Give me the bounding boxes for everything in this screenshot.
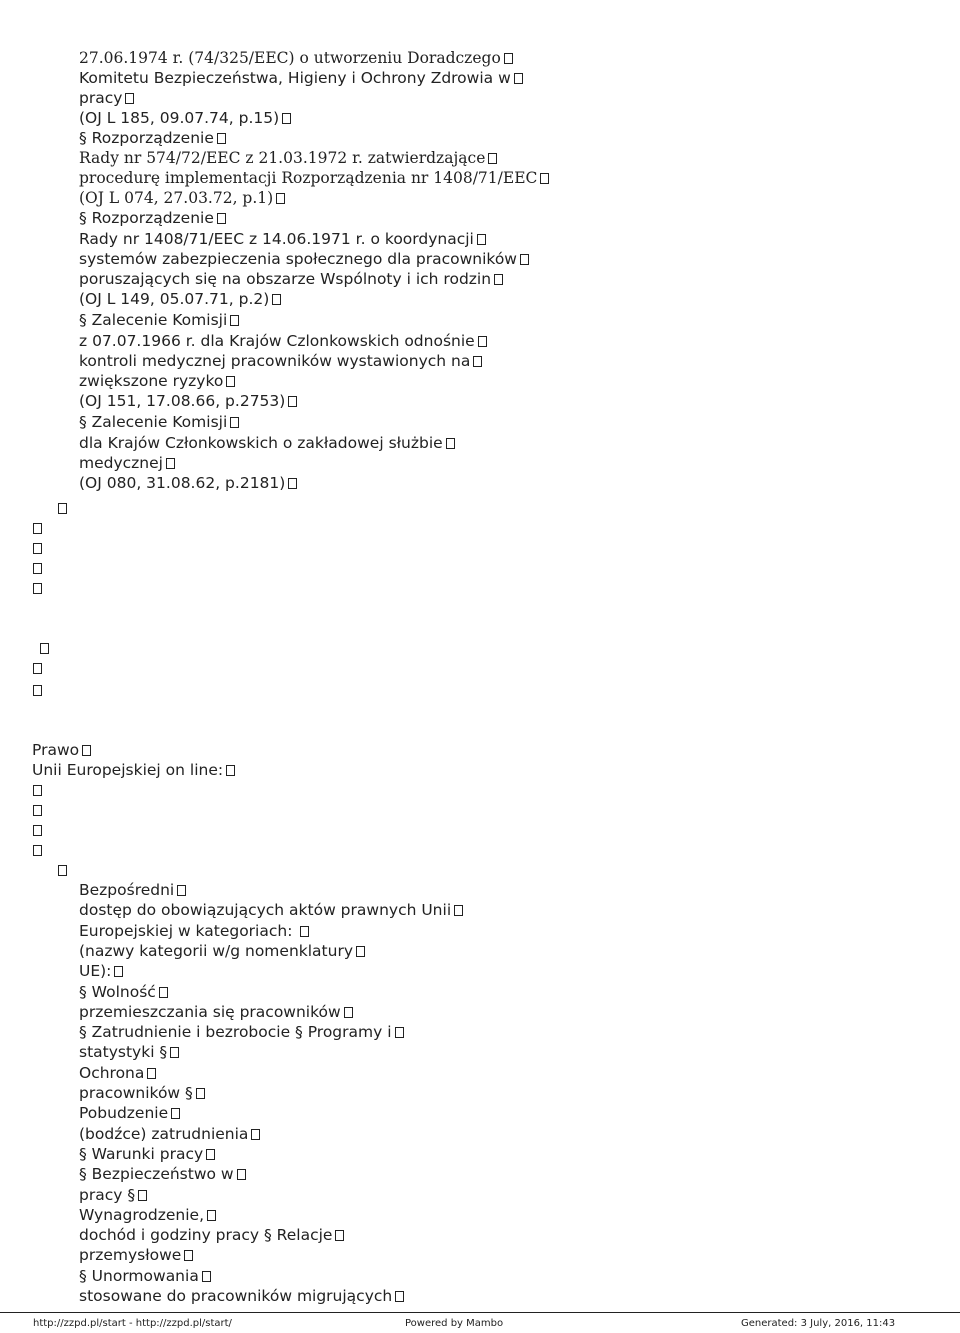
directive-line [79, 208, 226, 228]
missing-glyph-icon [488, 153, 497, 164]
directive-line-text: Rady nr 1408/71/EEC z 14.06.1971 r. o koordynacji [79, 230, 474, 248]
directive-line [79, 48, 513, 68]
missing-glyph-icon [288, 478, 297, 489]
directive-line-text: dla Krajów Członkowskich o zakładowej służbie [79, 434, 443, 452]
directive-line [79, 412, 239, 432]
missing-glyph-icon [473, 356, 482, 367]
missing-glyph-icon [33, 842, 42, 860]
directive-line [79, 351, 482, 371]
missing-glyph-icon [217, 213, 226, 224]
directive-line [79, 453, 175, 473]
directive-line-text: (OJ L 149, 05.07.71, p.2) [79, 290, 270, 308]
directive-line-text: (OJ L 185, 09.07.74, p.15) [79, 109, 280, 127]
missing-glyph-icon [33, 520, 42, 538]
missing-glyph-icon [166, 458, 175, 469]
directive-line [79, 68, 523, 88]
directive-line [79, 168, 549, 188]
category-line [79, 1245, 193, 1265]
footer-generated: Generated: 3 July, 2016, 11:43 [741, 1318, 896, 1329]
directive-line [79, 229, 486, 249]
directive-line-text: z 07.07.1966 r. dla Krajów Czlonkowskich odnośnie [79, 332, 475, 350]
missing-glyph-icon [114, 966, 123, 977]
categories-intro-line [79, 880, 186, 900]
missing-glyph-icon [514, 73, 523, 84]
category-line-text: (bodźce) zatrudnienia [79, 1124, 249, 1143]
category-line [79, 1266, 211, 1286]
page-footer [0, 1312, 960, 1333]
missing-glyph-icon [177, 885, 186, 896]
missing-glyph-icon [237, 1169, 246, 1180]
missing-glyph-icon [196, 1088, 205, 1099]
directive-line [79, 310, 239, 330]
directive-line-text: (OJ L 074, 27.03.72, p.1) [79, 189, 274, 207]
law-online-subtitle: Unii Europejskiej on line: [32, 760, 235, 780]
category-line-text: stosowane do pracowników migrujących [79, 1287, 393, 1305]
directive-line-text: (OJ 080, 31.08.62, p.2181) [79, 474, 286, 492]
category-line-text: Wynagrodzenie, [79, 1205, 205, 1224]
missing-glyph-icon [125, 93, 134, 104]
missing-glyph-icon [58, 500, 67, 518]
missing-glyph-icon [282, 113, 291, 124]
law-online-title: Prawo [32, 740, 91, 760]
category-line-text: § Warunki pracy [79, 1144, 204, 1163]
missing-glyph-icon [344, 1007, 353, 1018]
missing-glyph-icon [520, 254, 529, 265]
directive-line-text: Komitetu Bezpieczeństwa, Higieny i Ochrony Zdrowia w [79, 69, 511, 87]
category-line [79, 1225, 344, 1245]
category-line [79, 1103, 180, 1123]
directive-line [79, 433, 455, 453]
missing-glyph-icon [138, 1190, 147, 1201]
categories-intro-line [79, 900, 463, 920]
directive-line-text: (OJ 151, 17.08.66, p.2753) [79, 392, 286, 410]
directive-line-text: § Zalecenie Komisji [79, 413, 228, 431]
missing-glyph-icon [33, 822, 42, 840]
directive-line-text: zwiększone ryzyko [79, 372, 224, 390]
footer-powered-by: Powered by Mambo [405, 1318, 504, 1329]
missing-glyph-icon [230, 417, 239, 428]
missing-glyph-icon [478, 336, 487, 347]
category-line [79, 1042, 179, 1062]
category-line [79, 1286, 404, 1306]
missing-glyph-icon [335, 1230, 344, 1241]
missing-glyph-icon [540, 173, 549, 184]
missing-glyph-icon [356, 946, 365, 957]
category-line-text: przemieszczania się pracowników [79, 1002, 341, 1021]
directive-line [79, 128, 226, 148]
directive-line-text: poruszających się na obszarze Wspólnoty i ich rodzin [79, 270, 492, 288]
missing-glyph-icon [171, 1108, 180, 1119]
directive-line [79, 391, 297, 411]
category-line [79, 1124, 260, 1144]
missing-glyph-icon [300, 926, 309, 937]
missing-glyph-icon [276, 193, 285, 204]
directive-line-text: procedurę implementacji Rozporządzenia nr 1408/71/EEC [79, 169, 538, 187]
missing-glyph-icon [230, 315, 239, 326]
missing-glyph-icon [272, 294, 281, 305]
directive-line-text: § Rozporządzenie [79, 129, 214, 147]
missing-glyph-icon [202, 1271, 211, 1282]
category-line-text: statystyki § [79, 1043, 168, 1062]
category-line-text: § Zatrudnienie i bezrobocie § Programy i [79, 1023, 392, 1042]
category-line-text: Ochrona [79, 1063, 145, 1082]
categories-intro-line-text: Bezpośredni [79, 881, 175, 899]
missing-glyph-icon [288, 396, 297, 407]
directive-line [79, 108, 291, 128]
missing-glyph-icon [33, 540, 42, 558]
directive-line [79, 473, 297, 493]
missing-glyph-icon [504, 53, 513, 64]
category-line-text: przemysłowe [79, 1246, 182, 1265]
category-line [79, 1022, 404, 1042]
missing-glyph-icon [33, 560, 42, 578]
missing-glyph-icon [446, 438, 455, 449]
category-line [79, 1144, 215, 1164]
directive-line [79, 289, 281, 309]
missing-glyph-icon [251, 1129, 260, 1140]
missing-glyph-icon [33, 580, 42, 598]
categories-intro-line-text: UE): [79, 962, 112, 981]
category-line [79, 982, 168, 1002]
directive-line [79, 331, 487, 351]
directive-line-text: kontroli medycznej pracowników wystawionych na [79, 352, 471, 370]
category-line-text: Pobudzenie [79, 1104, 169, 1123]
missing-glyph-icon [82, 745, 91, 756]
category-line-text: § Unormowania [79, 1266, 199, 1285]
category-line [79, 1063, 156, 1083]
directive-line-text: Rady nr 574/72/EEC z 21.03.1972 r. zatwierdzające [79, 149, 486, 167]
directive-line-text: systemów zabezpieczenia społecznego dla pracowników [79, 250, 517, 268]
categories-intro-line [79, 961, 123, 981]
directive-line [79, 371, 235, 391]
category-line-text: § Bezpieczeństwo w [79, 1165, 234, 1184]
category-line [79, 1185, 147, 1205]
category-line-text: § Wolność [79, 982, 156, 1001]
directive-line [79, 249, 529, 269]
category-line [79, 1083, 205, 1103]
missing-glyph-icon [33, 802, 42, 820]
missing-glyph-icon [494, 274, 503, 285]
directive-line-text: § Zalecenie Komisji [79, 311, 228, 329]
categories-intro-line [79, 921, 309, 941]
missing-glyph-icon [33, 660, 42, 678]
directive-line [79, 188, 285, 208]
category-line-text: pracy § [79, 1185, 136, 1204]
categories-intro-line-text: dostęp do obowiązujących aktów prawnych Unii [79, 901, 452, 920]
categories-intro-line-text: Europejskiej w kategoriach: [79, 921, 298, 940]
missing-glyph-icon [454, 905, 463, 916]
category-line-text: dochód i godziny pracy § Relacje [79, 1226, 333, 1245]
directive-line [79, 88, 134, 108]
missing-glyph-icon [40, 640, 49, 658]
missing-glyph-icon [206, 1149, 215, 1160]
missing-glyph-icon [477, 234, 486, 245]
directive-line [79, 148, 497, 168]
footer-url: http://zzpd.pl/start - http://zzpd.pl/start/ [33, 1318, 232, 1329]
directive-line-text: 27.06.1974 r. (74/325/EEC) o utworzeniu Doradczego [79, 49, 501, 67]
missing-glyph-icon [395, 1027, 404, 1038]
directive-line [79, 269, 503, 289]
category-line [79, 1164, 246, 1184]
directive-line-text: medycznej [79, 454, 163, 472]
categories-intro-line-text: (nazwy kategorii w/g nomenklatury [79, 941, 353, 960]
missing-glyph-icon [207, 1210, 216, 1221]
directive-line-text: pracy [79, 89, 123, 107]
category-line [79, 1205, 216, 1225]
missing-glyph-icon [395, 1291, 404, 1302]
missing-glyph-icon [226, 765, 235, 776]
missing-glyph-icon [58, 862, 67, 880]
missing-glyph-icon [226, 376, 235, 387]
category-line [79, 1002, 353, 1022]
missing-glyph-icon [33, 782, 42, 800]
directive-line-text: § Rozporządzenie [79, 209, 214, 227]
missing-glyph-icon [184, 1250, 193, 1261]
missing-glyph-icon [33, 682, 42, 700]
missing-glyph-icon [159, 987, 168, 998]
category-line-text: pracowników § [79, 1084, 193, 1102]
missing-glyph-icon [217, 133, 226, 144]
missing-glyph-icon [147, 1068, 156, 1079]
missing-glyph-icon [170, 1047, 179, 1058]
categories-intro-line [79, 941, 365, 961]
